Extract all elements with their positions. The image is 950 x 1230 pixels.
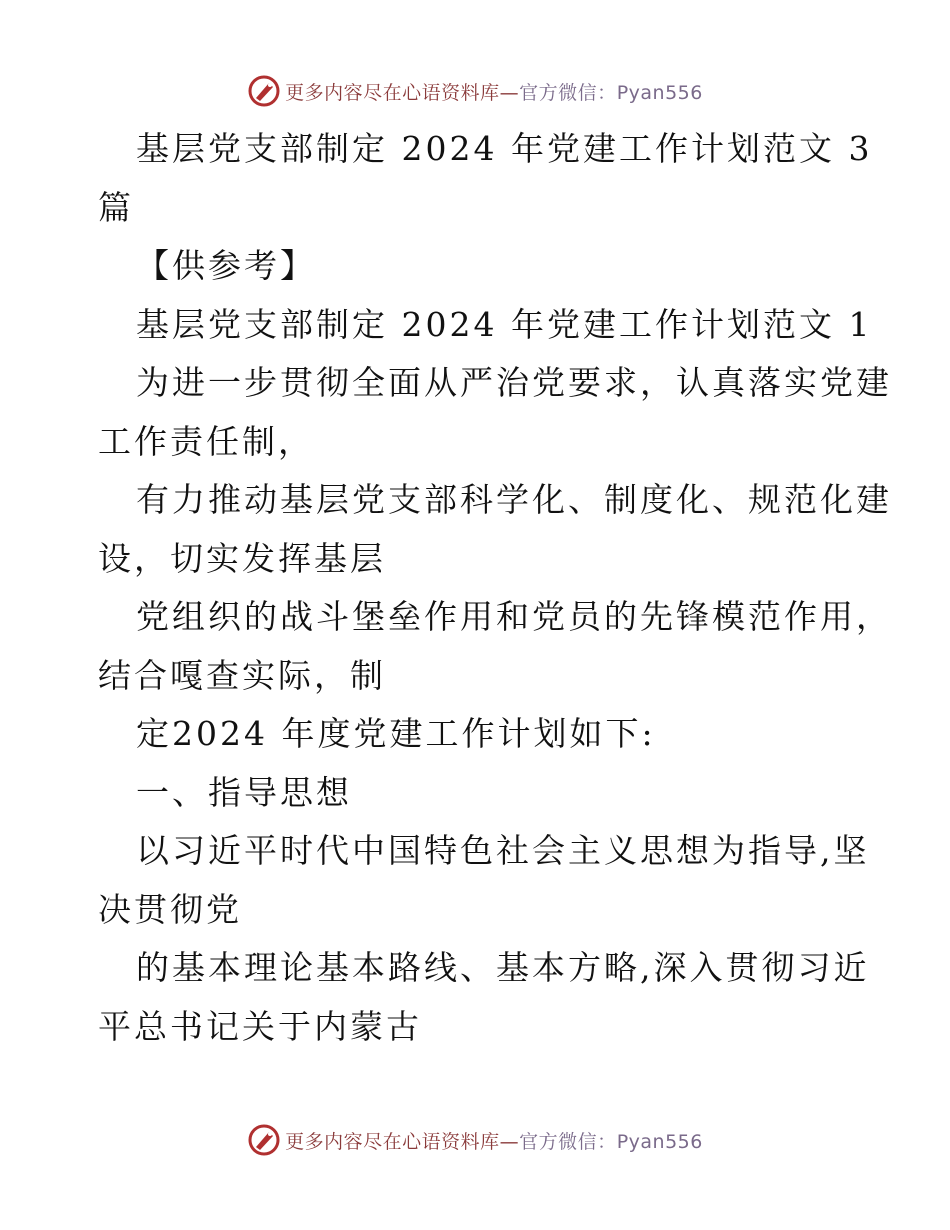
document-body [98,120,892,1056]
document-line: 工作责任制， [98,421,314,461]
document-line: 的基本理论基本路线、基本方略,深入贯彻习近 [136,948,870,987]
document-line: 设，切实发挥基层 [98,538,386,578]
document-line: 平总书记关于内蒙古 [98,1006,422,1046]
watermark-wechat-label: 官方微信： [519,1130,617,1153]
document-line: 决贯彻党 [98,889,242,929]
document-line: 以习近平时代中国特色社会主义思想为指导,坚 [136,831,870,870]
watermark-wechat-label: 官方微信： [519,81,617,104]
document-line: 党组织的战斗堡垒作用和党员的先锋模范作用， [136,597,892,636]
document-line: 为进一步贯彻全面从严治党要求，认真落实党建 [136,363,892,402]
watermark-wechat-id: Pyan556 [616,81,703,104]
pen-nib-logo-icon [247,74,281,108]
document-line: 【供参考】 [136,246,316,285]
watermark-main-text: 更多内容尽在心语资料库— [285,1130,520,1153]
document-line: 定2024 年度党建工作计划如下: [136,714,656,753]
document-line: 篇 [98,187,134,227]
watermark-main-text: 更多内容尽在心语资料库— [285,81,520,104]
document-line: 基层党支部制定 2024 年党建工作计划范文 1 [136,304,873,344]
watermark-wechat-id: Pyan556 [616,1130,703,1153]
document-line: 基层党支部制定 2024 年党建工作计划范文 3 [136,129,873,168]
header-watermark [0,71,950,111]
footer-watermark [0,1120,950,1160]
document-line: 一、指导思想 [136,772,352,812]
watermark-text [285,78,703,105]
document-line: 结合嘎查实际，制 [98,655,386,695]
document-line: 有力推动基层党支部科学化、制度化、规范化建 [136,480,892,519]
watermark-text [285,1127,703,1154]
pen-nib-logo-icon [247,1123,281,1157]
